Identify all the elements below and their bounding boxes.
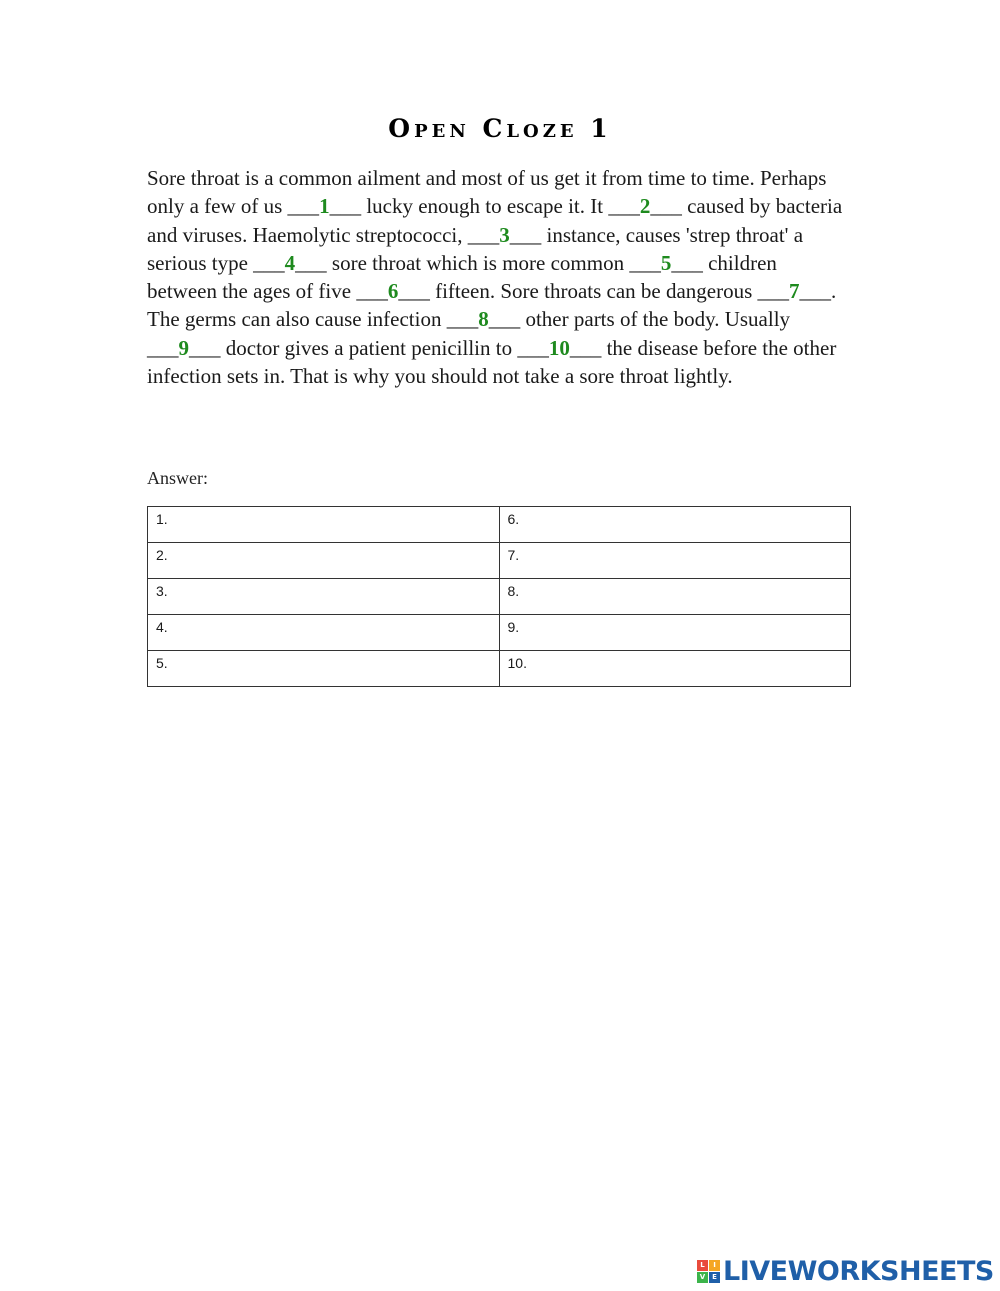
answer-cell-3[interactable]: 3.	[148, 579, 500, 615]
blank-number-9: 9	[178, 335, 189, 360]
answer-label: Answer:	[147, 468, 208, 488]
answer-cell-4[interactable]: 4.	[148, 615, 500, 651]
page-title: Open Cloze 1	[388, 114, 612, 143]
answer-cell-10[interactable]: 10.	[499, 651, 851, 687]
passage-text: ___. The germs can also cause infection ___	[147, 279, 837, 332]
passage-text: ___ caused by bacteria and viruses. Haemolytic streptococci, ___	[147, 194, 843, 247]
passage-text: ___ instance, causes 'strep throat' a serious type ___	[147, 222, 804, 275]
answer-table	[147, 506, 851, 687]
logo-text: LIVEWORKSHEETS	[723, 1256, 994, 1287]
answer-cell-9[interactable]: 9.	[499, 615, 851, 651]
blank-number-2: 2	[639, 194, 651, 219]
passage-text: ___ lucky enough to escape it. It ___	[329, 194, 640, 219]
passage-text: ___ doctor gives a patient penicillin to ___	[189, 335, 549, 360]
answer-cell-7[interactable]: 7.	[499, 543, 851, 579]
cloze-passage	[147, 164, 852, 390]
table-row	[148, 579, 851, 615]
blank-number-6: 6	[387, 279, 399, 304]
passage-text: ___ the disease before the other infection sets in. That is why you should not take a sore throat lightly.	[147, 335, 837, 389]
answer-cell-2[interactable]: 2.	[148, 543, 500, 579]
passage-text: ___ fifteen. Sore throats can be dangerous ___	[398, 279, 790, 304]
answer-cell-8[interactable]: 8.	[499, 579, 851, 615]
answer-cell-6[interactable]: 6.	[499, 507, 851, 543]
table-row	[148, 543, 851, 579]
logo-mark-letter: L	[697, 1260, 708, 1271]
liveworksheets-logo-icon	[697, 1260, 720, 1283]
passage-text: ___ children between the ages of five ___	[147, 250, 777, 304]
table-row	[148, 615, 851, 651]
logo-mark-letter: V	[697, 1272, 708, 1283]
logo-mark-letter: E	[709, 1272, 720, 1283]
passage-text: ___ sore throat which is more common ___	[295, 250, 661, 275]
blank-number-5: 5	[660, 250, 672, 275]
answer-cell-5[interactable]: 5.	[148, 651, 500, 687]
blank-number-3: 3	[499, 222, 510, 247]
blank-number-8: 8	[478, 307, 489, 332]
blank-number-4: 4	[284, 250, 296, 275]
table-row	[148, 507, 851, 543]
passage-text: ___ other parts of the body. Usually ___	[147, 307, 791, 360]
logo-mark-letter: I	[709, 1260, 720, 1271]
blank-number-7: 7	[789, 279, 800, 304]
liveworksheets-logo	[697, 1256, 994, 1287]
blank-number-1: 1	[319, 194, 330, 219]
passage-text: Sore throat is a common ailment and most of us get it from time to time. Perhaps only a few of us ___	[147, 166, 827, 219]
table-row	[148, 651, 851, 687]
blank-number-10: 10	[548, 335, 570, 360]
answer-cell-1[interactable]: 1.	[148, 507, 500, 543]
